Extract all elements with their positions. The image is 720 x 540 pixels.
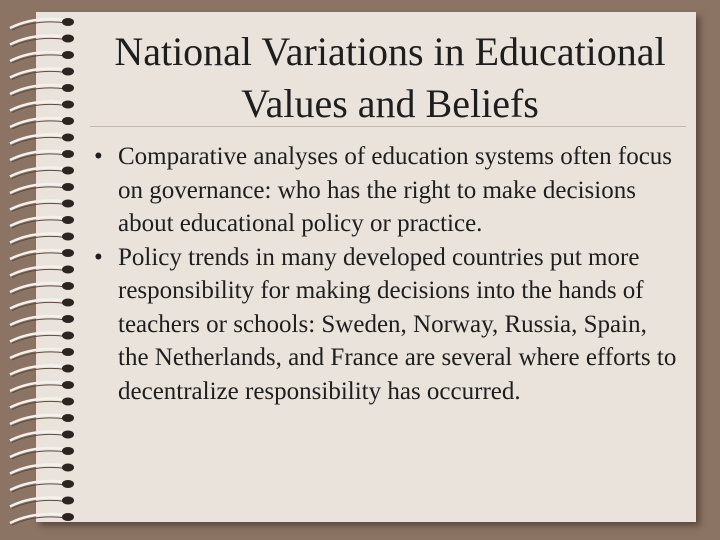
spiral-coil (10, 332, 74, 344)
bullet-item (90, 241, 680, 409)
spiral-coil (10, 282, 74, 294)
spiral-coil (10, 464, 74, 476)
spiral-coil (10, 150, 74, 162)
spiral-coil (10, 447, 74, 459)
spiral-coil (10, 18, 74, 30)
spiral-coil (10, 480, 74, 492)
bullet-icon: • (94, 143, 103, 170)
spiral-coil (10, 497, 74, 509)
spiral-coil (10, 266, 74, 278)
spiral-coil (10, 348, 74, 360)
bullet-icon: • (94, 243, 103, 271)
slide-title: National Variations in Educational Values and Beliefs (114, 29, 666, 126)
spiral-coil (10, 68, 74, 80)
spiral-coil (10, 315, 74, 327)
spiral-coil (10, 117, 74, 129)
bullet-text: Comparative analyses of education systems often focus on governance: who has the right to make decisions about educational policy or practice. (118, 143, 673, 237)
bullet-item (90, 140, 680, 241)
spiral-coil (10, 431, 74, 443)
spiral-coil (10, 249, 74, 261)
spiral-coil (10, 101, 74, 113)
title-divider (90, 126, 686, 127)
spiral-coil (10, 398, 74, 410)
spiral-coil (10, 200, 74, 212)
bullet-text: Policy trends in many developed countries put more responsibility for making decisions into the hands of teachers or schools: Sweden, Norway, Russia, Spain, the Netherlands, and France are several where efforts to decentralize responsibility has occurred. (118, 243, 677, 405)
spiral-coil (10, 381, 74, 393)
spiral-coil (10, 183, 74, 195)
spiral-coil (10, 216, 74, 228)
spiral-coil (10, 233, 74, 245)
spiral-binding-icon (0, 0, 90, 540)
spiral-coil (10, 51, 74, 63)
spiral-coil (10, 414, 74, 426)
spiral-coil (10, 84, 74, 96)
spiral-coil (10, 513, 74, 525)
spiral-coil (10, 35, 74, 47)
bullet-list (90, 140, 680, 408)
spiral-coil (10, 299, 74, 311)
spiral-coil (10, 167, 74, 179)
spiral-coil (10, 365, 74, 377)
spiral-coil (10, 134, 74, 146)
